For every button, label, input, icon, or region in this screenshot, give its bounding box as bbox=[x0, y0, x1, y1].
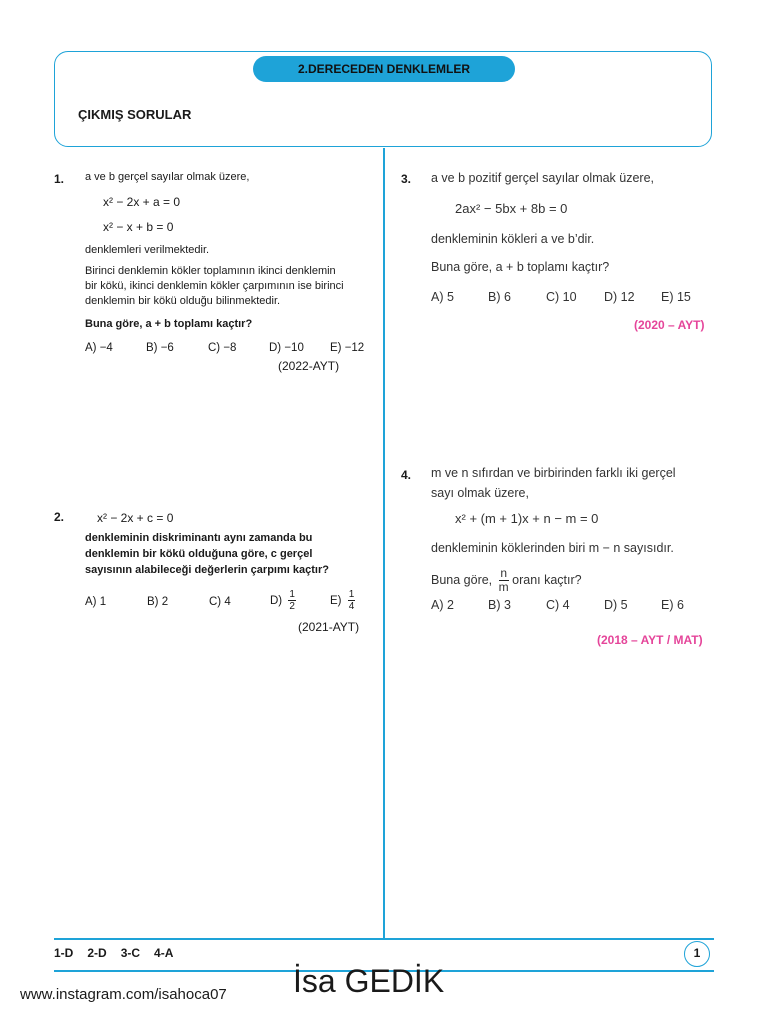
question-2-text-line-1: denkleminin diskriminantı aynı zamanda bu bbox=[85, 532, 313, 544]
question-1-choices bbox=[85, 342, 364, 354]
fraction-numerator: 1 bbox=[289, 589, 295, 600]
page-title: 2.DERECEDEN DENKLEMLER bbox=[253, 56, 515, 82]
choice-d[interactable]: D) 12 bbox=[604, 290, 635, 304]
choice-d[interactable]: D) 5 bbox=[604, 598, 628, 612]
answer-4: 4-A bbox=[154, 946, 174, 960]
question-3-number: 3. bbox=[401, 172, 412, 186]
question-4-text-line-1: m ve n sıfırdan ve birbirinden farklı iki gerçel bbox=[431, 466, 676, 480]
question-1-source: (2022-AYT) bbox=[278, 359, 340, 373]
choice-b[interactable]: B) 6 bbox=[488, 290, 511, 304]
author-name: İsa GEDİK bbox=[293, 963, 445, 999]
question-2-number: 2. bbox=[54, 510, 65, 524]
question-2-equation: x² − 2x + c = 0 bbox=[97, 511, 174, 525]
question-4-choices bbox=[431, 598, 684, 612]
choice-e[interactable]: E) −12 bbox=[330, 342, 365, 354]
fraction-denominator: m bbox=[498, 580, 509, 594]
question-3-source: (2020 – AYT) bbox=[634, 318, 705, 332]
answer-2: 2-D bbox=[87, 946, 107, 960]
choice-b[interactable]: B) 3 bbox=[488, 598, 511, 612]
question-3-intro: a ve b pozitif gerçel sayılar olmak üzere, bbox=[431, 171, 655, 185]
question-3-prompt: Buna göre, a + b toplamı kaçtır? bbox=[431, 260, 610, 274]
question-4-equation: x² + (m + 1)x + n − m = 0 bbox=[455, 511, 599, 526]
question-4-prompt-end: oranı kaçtır? bbox=[512, 572, 582, 587]
question-1-prompt: Buna göre, a + b toplamı kaçtır? bbox=[85, 318, 253, 330]
question-2-text-line-2: denklemin bir kökü olduğuna göre, c gerçel bbox=[85, 548, 313, 560]
footer-top-line bbox=[54, 938, 714, 940]
choice-a[interactable]: A) 1 bbox=[85, 596, 107, 608]
question-4-text-line-3: denkleminin köklerinden biri m − n sayısıdır. bbox=[431, 541, 674, 555]
choice-e[interactable] bbox=[330, 589, 355, 612]
question-1-text-line-4: denklemin bir kökü olduğu bilinmektedir. bbox=[85, 295, 281, 307]
instagram-link[interactable]: www.instagram.com/isahoca07 bbox=[20, 986, 227, 1003]
choice-c[interactable]: C) −8 bbox=[208, 342, 237, 354]
question-2-choices bbox=[85, 596, 271, 608]
choice-d[interactable] bbox=[270, 589, 296, 612]
fraction-denominator: 2 bbox=[289, 601, 295, 612]
question-4-source: (2018 – AYT / MAT) bbox=[597, 633, 703, 647]
question-1-equation-1: x² − 2x + a = 0 bbox=[103, 195, 181, 209]
question-3-choices bbox=[431, 290, 691, 304]
choice-b[interactable]: B) 2 bbox=[147, 596, 169, 608]
choice-d-label: D) bbox=[270, 594, 283, 607]
answer-key bbox=[54, 946, 187, 960]
fraction-denominator: 4 bbox=[348, 601, 355, 612]
choice-c[interactable]: C) 4 bbox=[209, 596, 231, 608]
question-2-source: (2021-AYT) bbox=[298, 620, 360, 634]
choice-d-fraction bbox=[288, 589, 296, 612]
question-4-fraction bbox=[499, 567, 509, 594]
question-1-text-line-3: bir kökü, ikinci denklemin kökler çarpımının ise birinci bbox=[85, 280, 344, 292]
question-4-prompt bbox=[431, 567, 582, 594]
column-divider bbox=[383, 148, 385, 938]
choice-b[interactable]: B) −6 bbox=[146, 342, 174, 354]
choice-e-label: E) bbox=[330, 594, 342, 607]
choice-c[interactable]: C) 4 bbox=[546, 598, 570, 612]
choice-e[interactable]: E) 15 bbox=[661, 290, 691, 304]
question-4-text-line-2: sayı olmak üzere, bbox=[431, 486, 529, 500]
question-1-text-line-2: Birinci denklemin kökler toplamının ikinci denklemin bbox=[85, 265, 336, 277]
choice-d[interactable]: D) −10 bbox=[269, 342, 304, 354]
choice-a[interactable]: A) 5 bbox=[431, 290, 454, 304]
answer-3: 3-C bbox=[120, 946, 141, 960]
choice-e-fraction bbox=[348, 589, 356, 612]
question-4-number: 4. bbox=[401, 468, 412, 482]
section-subtitle: ÇIKMIŞ SORULAR bbox=[78, 107, 192, 122]
fraction-numerator: n bbox=[500, 566, 507, 580]
question-1-equation-2: x² − x + b = 0 bbox=[103, 220, 174, 234]
question-1-number: 1. bbox=[54, 172, 65, 186]
question-2-text-line-3: sayısının alabileceği değerlerin çarpımı kaçtır? bbox=[85, 564, 329, 576]
question-3-equation: 2ax² − 5bx + 8b = 0 bbox=[455, 201, 568, 216]
fraction-numerator: 1 bbox=[348, 589, 355, 600]
page-number: 1 bbox=[684, 941, 710, 967]
question-3-text-line-1: denkleminin kökleri a ve b’dir. bbox=[431, 232, 595, 246]
question-4-prompt-start: Buna göre, bbox=[431, 572, 493, 587]
question-1-text-line-1: denklemleri verilmektedir. bbox=[85, 244, 210, 256]
answer-1: 1-D bbox=[54, 946, 74, 960]
choice-c[interactable]: C) 10 bbox=[546, 290, 577, 304]
choice-a[interactable]: A) −4 bbox=[85, 342, 113, 354]
question-1-intro: a ve b gerçel sayılar olmak üzere, bbox=[85, 171, 250, 183]
choice-e[interactable]: E) 6 bbox=[661, 598, 684, 612]
choice-a[interactable]: A) 2 bbox=[431, 598, 454, 612]
